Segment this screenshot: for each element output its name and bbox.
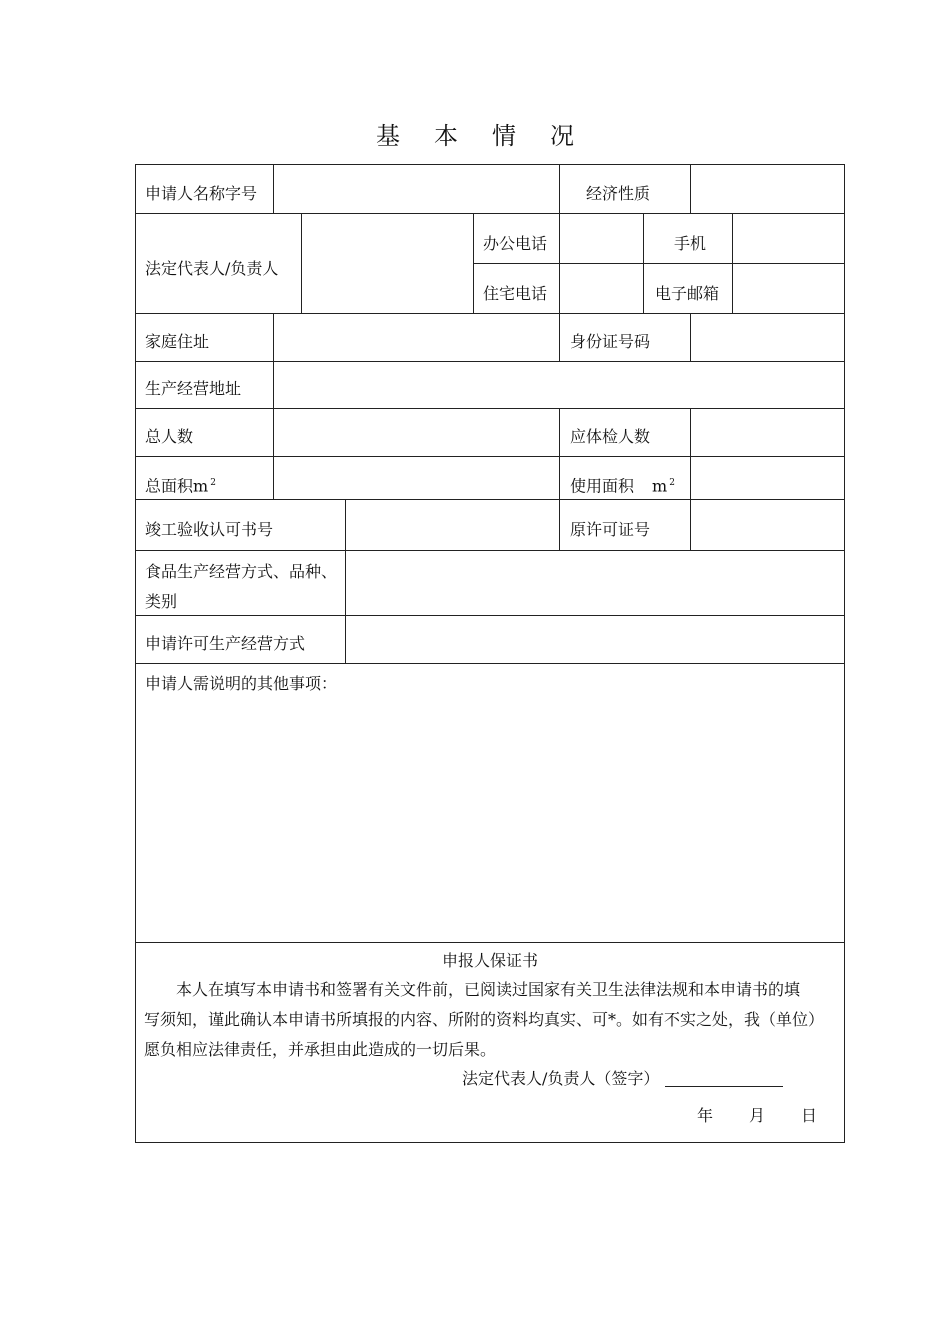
title-char: 本 (434, 122, 458, 150)
label-business-address: 生产经营地址 (145, 379, 242, 398)
row-divider (135, 942, 845, 943)
apply-mode-field[interactable] (346, 616, 844, 662)
area-superscript: 2 (210, 478, 216, 488)
label-used-area (570, 472, 675, 497)
guarantee-line-3: 愿负相应法律责任，并承担由此造成的一切后果。 (144, 1040, 497, 1059)
label-email: 电子邮箱 (655, 284, 720, 303)
label-home-address: 家庭住址 (145, 332, 210, 351)
guarantee-line-1: 本人在填写本申请书和签署有关文件前，已阅读过国家有关卫生法律法规和本申请书的填 (176, 980, 801, 999)
id-number-field[interactable] (691, 314, 844, 360)
label-mobile: 手机 (674, 234, 707, 253)
col-divider (473, 213, 474, 313)
signature-row (462, 1068, 783, 1090)
home-address-field[interactable] (274, 314, 558, 360)
office-phone-field[interactable] (560, 214, 642, 262)
label-economic-nature: 经济性质 (586, 184, 651, 203)
legal-rep-field[interactable] (302, 214, 472, 312)
label-office-phone: 办公电话 (483, 234, 548, 253)
label-applicant-name: 申请人名称字号 (145, 184, 258, 203)
date-month: 月 (749, 1106, 766, 1125)
row-divider (135, 663, 845, 664)
health-check-staff-field[interactable] (691, 409, 844, 455)
label-original-license: 原许可证号 (570, 520, 651, 539)
area-unit: m (652, 476, 668, 496)
label-total-staff: 总人数 (145, 427, 194, 446)
label-total-area (145, 472, 216, 497)
label-total-area-text: 总面积m (145, 476, 209, 496)
guarantee-line-2: 写须知，谨此确认本申请书所填报的内容、所附的资料均真实、可*。如有不实之处，我（单位） (144, 1010, 825, 1029)
label-other-matters: 申请人需说明的其他事项： (145, 674, 338, 693)
area-superscript: 2 (669, 478, 675, 488)
col-divider (559, 164, 560, 213)
home-phone-field[interactable] (560, 264, 642, 312)
other-matters-field[interactable] (136, 700, 844, 941)
col-divider (643, 213, 644, 313)
label-completion-cert: 竣工验收认可书号 (145, 520, 274, 539)
total-area-field[interactable] (274, 457, 558, 498)
label-used-area-text: 使用面积 (570, 476, 635, 496)
label-apply-mode: 申请许可生产经营方式 (145, 634, 306, 653)
applicant-name-field[interactable] (274, 165, 558, 212)
signature-label: 法定代表人/负责人（签字） (462, 1069, 660, 1088)
email-field[interactable] (733, 264, 844, 312)
mobile-field[interactable] (733, 214, 844, 262)
used-area-field[interactable] (691, 457, 844, 498)
date-year: 年 (697, 1106, 714, 1125)
business-address-field[interactable] (274, 362, 844, 407)
label-health-check-staff: 应体检人数 (570, 427, 651, 446)
title-char: 情 (492, 122, 516, 150)
signature-line[interactable] (665, 1072, 783, 1087)
title-char: 基 (376, 122, 400, 150)
food-mode-field[interactable] (346, 551, 844, 614)
date-row (697, 1105, 817, 1127)
date-day: 日 (801, 1106, 818, 1125)
page-title (0, 116, 950, 151)
col-divider (559, 313, 560, 361)
completion-cert-field[interactable] (346, 500, 558, 549)
label-legal-rep: 法定代表人/负责人 (145, 259, 279, 278)
col-divider (559, 408, 560, 550)
total-staff-field[interactable] (274, 409, 558, 455)
label-home-phone: 住宅电话 (483, 284, 548, 303)
label-id-number: 身份证号码 (570, 332, 651, 351)
original-license-field[interactable] (691, 500, 844, 549)
title-char: 况 (550, 122, 574, 150)
label-food-mode: 食品生产经营方式、品种、类别 (145, 562, 338, 611)
economic-nature-field[interactable] (691, 165, 844, 212)
guarantee-heading: 申报人保证书 (441, 951, 538, 970)
